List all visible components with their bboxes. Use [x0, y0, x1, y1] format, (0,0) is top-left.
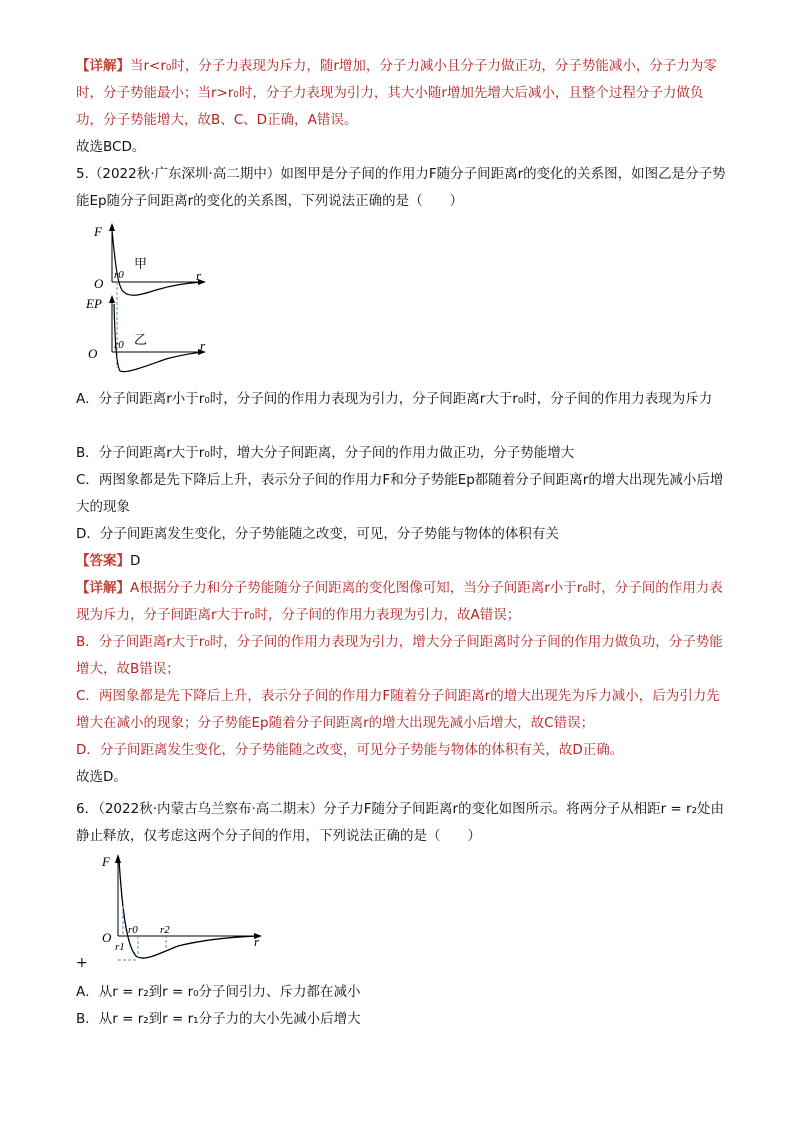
r0-label: r0 — [128, 924, 138, 936]
ep-axis-label: EP — [86, 296, 102, 311]
r-axis-label: r — [196, 268, 202, 283]
q5-conclusion: 故选D。 — [76, 769, 127, 785]
r0-label: r0 — [114, 269, 124, 281]
q5-answer — [76, 548, 726, 575]
prev-conclusion: 故选BCD。 — [76, 139, 146, 155]
q5-stem: 5.（2022秋·广东深圳·高二期中）如图甲是分子间的作用力F随分子间距离r的变化的关系图，如图乙是分子势能Ep随分子间距离r的变化的关系图，下列说法正确的是（ ） — [76, 166, 726, 209]
q5-option-a: A．分子间距离r小于r₀时，分子间的作用力表现为引力，分子间距离r大于r₀时，分子间的作用力表现为斥力 — [76, 391, 713, 407]
q6-stem: 6．（2022秋·内蒙古乌兰察布·高二期末）分子力F随分子间距离r的变化如图所示。将两分子从相距r = r₂处由静止释放，仅考虑这两个分子间的作用，下列说法正确的是（ ） — [76, 801, 724, 844]
potential-energy-chart — [85, 295, 206, 372]
figure-name-yi: 乙 — [134, 332, 148, 347]
explanation-text: 当r<r₀时，分子力表现为斥力，随r增加，分子力减小且分子力做正功，分子势能减小，分子力为零时，分子势能最小；当r>r₀时，分子力表现为引力，其大小随r增加先增大后减小，且整个过程分子力做负功，分子势能增大，故B、C、D正确，A错误。 — [76, 58, 717, 128]
q6-figure — [88, 850, 278, 970]
prev-explanation — [76, 53, 726, 134]
explain-a-text: A根据分子力和分子势能随分子间距离的变化图像可知，当分子间距离r小于r₀时，分子间的作用力表现为斥力，分子间距离r大于r₀时，分子间的作用力表现为引力，故A错误； — [76, 580, 723, 623]
q6-option-b: B．从r = r₂到r = r₁分子力的大小先减小后增大 — [76, 1011, 361, 1027]
q5-explain-b: B．分子间距离r大于r₀时，分子间的作用力表现为引力，增大分子间距离时分子间的作用力做负功，分子势能增大，故B错误； — [76, 634, 723, 677]
r-axis-label: r — [254, 934, 260, 949]
r-axis-label: r — [200, 338, 206, 353]
force-axis-label: F — [94, 224, 102, 239]
q5-option-c: C．两图象都是先下降后上升，表示分子间的作用力F和分子势能Ep都随着分子间距离r的增大出现先减小后增大的现象 — [76, 472, 724, 515]
q5-explain-c: C．两图象都是先下降后上升，表示分子间的作用力F随着分子间距离r的增大出现先为斥力减小，后为引力先增大在减小的现象；分子势能Ep随着分子间距离r的增大出现先减小后增大，故C错误； — [76, 688, 720, 731]
q5-option-b: B．分子间距离r大于r₀时，增大分子间距离，分子间的作用力做正功，分子势能增大 — [76, 445, 575, 461]
explanation-tag: 【详解】 — [76, 58, 130, 74]
plus-mark: + — [76, 955, 88, 971]
q5-explain-a — [76, 575, 726, 629]
r2-label: r2 — [160, 924, 170, 936]
figure-name-jia: 甲 — [134, 256, 148, 271]
origin-label: O — [94, 276, 104, 291]
q5-option-d: D．分子间距离发生变化，分子势能随之改变，可见，分子势能与物体的体积有关 — [76, 526, 559, 542]
explanation-tag: 【详解】 — [76, 580, 130, 596]
r1-label: r1 — [115, 941, 125, 953]
q5-explain-d: D．分子间距离发生变化，分子势能随之改变，可见分子势能与物体的体积有关，故D正确。 — [76, 742, 624, 758]
q6-option-a: A．从r = r₂到r = r₀分子间引力、斥力都在减小 — [76, 984, 361, 1000]
q5-figure — [76, 220, 216, 380]
force-chart — [93, 223, 206, 295]
answer-value: D — [130, 553, 141, 569]
force-axis-label: F — [102, 854, 110, 869]
origin-label: O — [88, 346, 98, 361]
origin-label: O — [102, 930, 112, 945]
answer-tag: 【答案】 — [76, 553, 130, 569]
r0-label: r0 — [114, 339, 124, 351]
